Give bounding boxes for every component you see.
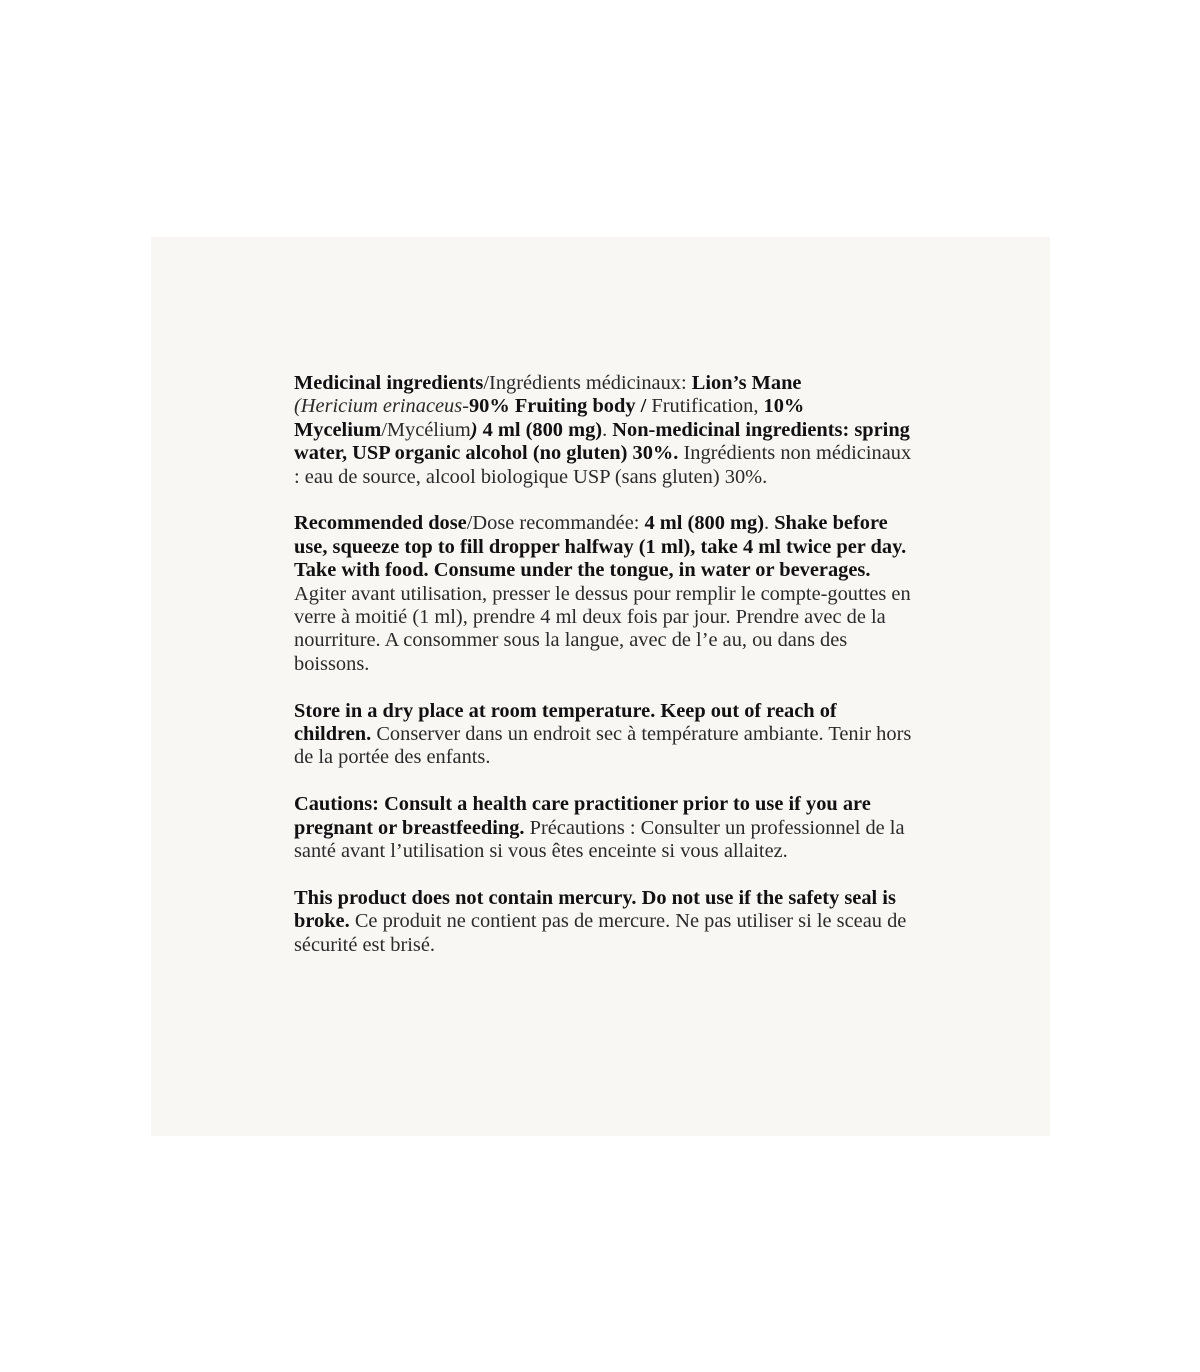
dose-separator: . (764, 512, 775, 535)
latin-close-paren: ) (470, 418, 478, 441)
mycelium-fr-text: /Mycélium (381, 418, 471, 441)
storage-fr: Conserver dans un endroit sec à température ambiante. Tenir hors de la portée des enfants. (294, 723, 912, 769)
fruiting-body-text: 90% Fruiting body / (468, 395, 652, 418)
cautions-fr: Précautions : Consulter un professionnel de la santé avant l’utilisation si vous êtes enceinte si vous allaitez. (294, 816, 905, 863)
ingredient-amount: 4 ml (800 mg) (477, 418, 603, 441)
ingredients-paragraph (294, 372, 919, 489)
recommended-dose-heading: Recommended dose (294, 512, 467, 535)
label-card (151, 237, 1050, 1136)
non-medicinal-ingredients-en: Non-medicinal ingredients: spring water, USP organic alcohol (no gluten) 30%. (294, 418, 910, 465)
recommended-dose-fr-heading: /Dose recommandée: (466, 512, 645, 535)
dose-paragraph (294, 512, 919, 676)
mercury-paragraph (294, 887, 919, 957)
cautions-paragraph (294, 793, 919, 863)
ingredient-name: Lion’s Mane (691, 372, 802, 394)
label-text-block (294, 372, 919, 980)
dose-directions-en: Shake before use, squeeze top to fill dropper halfway (1 ml), take 4 ml twice per day. Take with food. Consume under the tongue, in water or beverages. (294, 512, 907, 582)
frutification-text: Frutification, (651, 395, 764, 418)
mycelium-text: 10% Mycelium (294, 395, 805, 441)
latin-name: (Hericium erinaceus- (294, 395, 469, 418)
period-separator: . (602, 418, 613, 441)
dose-amount: 4 ml (800 mg) (644, 512, 765, 535)
non-medicinal-ingredients-fr: Ingrédients non médicinaux : eau de source, alcool biologique USP (sans gluten) 30%. (294, 442, 912, 488)
medicinal-ingredients-fr-heading: /Ingrédients médicinaux: (483, 372, 692, 394)
cautions-en: Cautions: Consult a health care practitioner prior to use if you are pregnant or breastfeeding. (294, 793, 871, 839)
dose-directions-fr: Agiter avant utilisation, presser le dessus pour remplir le compte-gouttes en verre à moitié (1 ml), prendre 4 ml deux fois par jour. Prendre avec de la nourriture. A consommer sous la langue, avec de l’e au, ou dans des boissons. (294, 582, 911, 675)
storage-paragraph (294, 700, 919, 770)
storage-en: Store in a dry place at room temperature. Keep out of reach of children. (294, 699, 837, 746)
mercury-en: This product does not contain mercury. Do not use if the safety seal is broke. (294, 886, 896, 933)
medicinal-ingredients-heading: Medicinal ingredients (294, 372, 484, 394)
mercury-fr: Ce produit ne contient pas de mercure. Ne pas utiliser si le sceau de sécurité est brisé. (294, 910, 907, 956)
